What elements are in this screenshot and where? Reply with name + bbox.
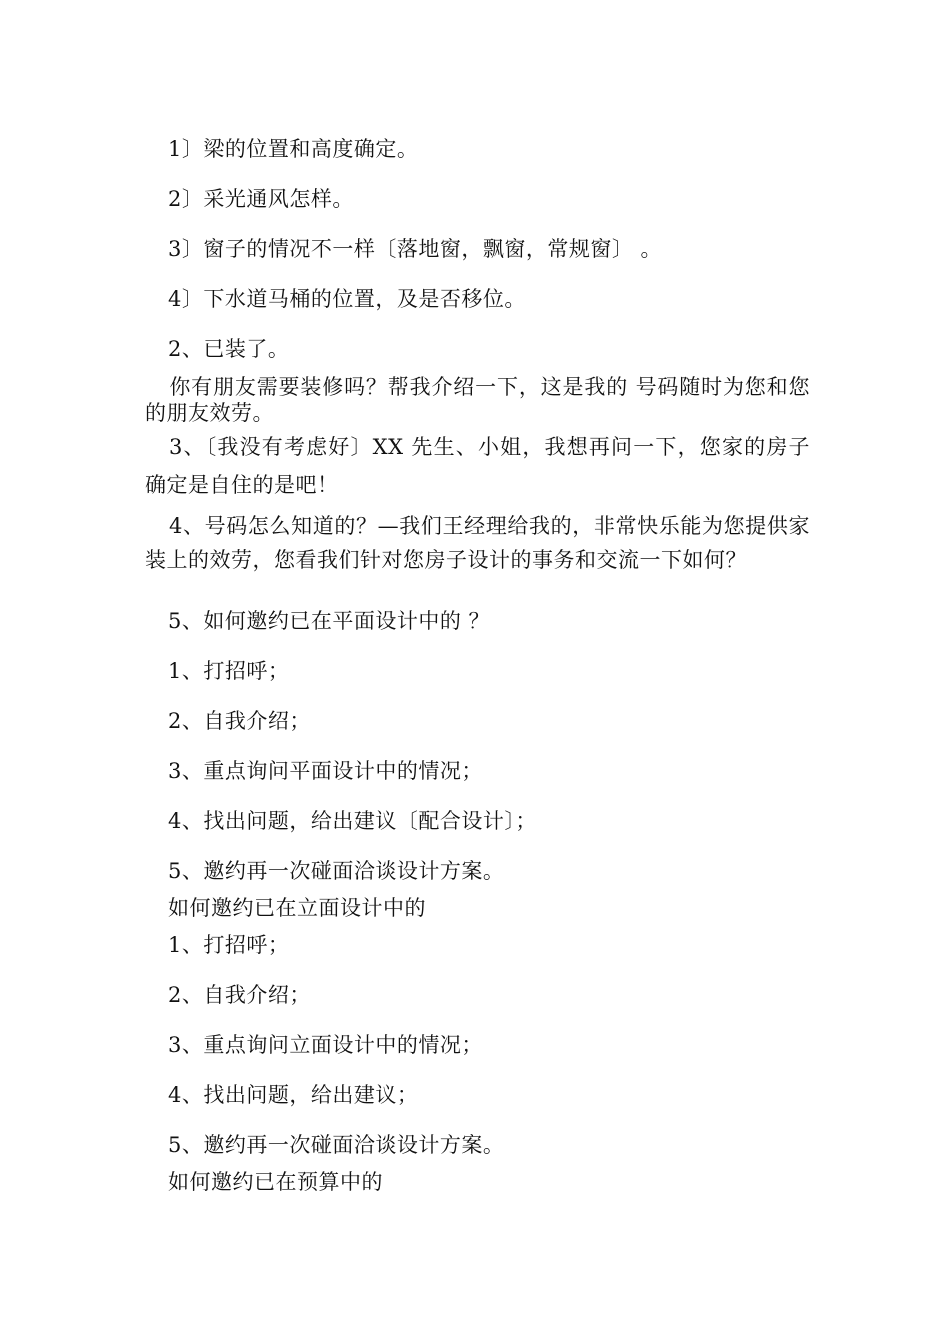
elevation-step-5: 5、邀约再一次碰面洽谈设计方案。 — [168, 1133, 505, 1157]
paragraph-friend-referral — [145, 374, 810, 426]
plane-step-4: 4、找出问题，给出建议〔配合设计〕； — [168, 809, 537, 833]
heading-budget: 如何邀约已在预算中的 — [168, 1170, 383, 1194]
line-windows: 3〕窗子的情况不一样〔落地窗，飘窗，常规窗〕 。 — [168, 237, 663, 261]
elevation-step-1: 1、打招呼； — [168, 933, 290, 957]
line-beam: 1〕梁的位置和高度确定。 — [168, 137, 419, 161]
elevation-step-3: 3、重点询问立面设计中的情况； — [168, 1033, 483, 1057]
line-lighting: 2〕采光通风怎样。 — [168, 187, 354, 211]
heading-elevation-design: 如何邀约已在立面设计中的 — [168, 896, 426, 920]
paragraph-friend-text: 你有朋友需要装修吗？帮我介绍一下，这是我的 号码随时为您和您的朋友效劳。 — [145, 375, 810, 425]
plane-step-5: 5、邀约再一次碰面洽谈设计方案。 — [168, 859, 505, 883]
plane-step-1: 1、打招呼； — [168, 659, 290, 683]
plane-step-2: 2、自我介绍； — [168, 709, 311, 733]
elevation-step-4: 4、找出问题，给出建议； — [168, 1083, 419, 1107]
paragraph-not-considered — [145, 428, 810, 504]
plane-step-3: 3、重点询问平面设计中的情况； — [168, 759, 483, 783]
elevation-step-2: 2、自我介绍； — [168, 983, 311, 1007]
line-drain: 4〕下水道马桶的位置，及是否移位。 — [168, 287, 526, 311]
line-installed: 2、已装了。 — [168, 337, 290, 361]
heading-plane-design: 5、如何邀约已在平面设计中的 ？ — [168, 609, 491, 633]
paragraph-phone-source-text: 4、号码怎么知道的？—我们王经理给我的，非常快乐能为您提供家装上的效劳，您看我们针对您房子设计的事务和交流一下如何？ — [145, 514, 810, 572]
paragraph-phone-source — [145, 509, 810, 577]
paragraph-not-considered-text: 3、〔我没有考虑好〕XX 先生、小姐，我想再问一下，您家的房子确定是自住的是吧！ — [145, 435, 810, 497]
